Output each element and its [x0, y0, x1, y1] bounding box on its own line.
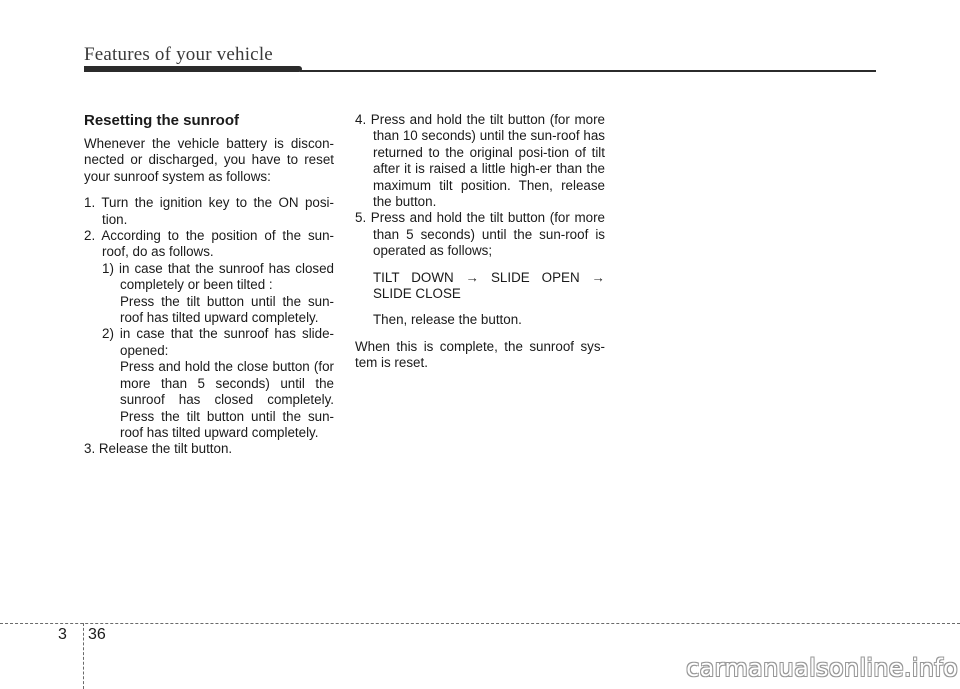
step-2: 2. According to the position of the sun-roof, do as follows.: [84, 228, 334, 260]
section-title: Features of your vehicle: [84, 44, 273, 65]
release-instruction: Then, release the button.: [373, 312, 522, 328]
step-2-case-2-text: Press and hold the close button (for more than 5 seconds) until the sunroof has closed completely. Press the tilt button until the sun-roof has tilted upward completely.: [120, 359, 334, 440]
heading-resetting-sunroof: Resetting the sunroof: [84, 112, 240, 129]
header-bar: [84, 66, 302, 72]
footer-vertical-divider: [83, 623, 84, 689]
step-2-case-1: 1) in case that the sunroof has closed completely or been tilted :: [102, 260, 334, 293]
watermark: carmanualsonline.info: [686, 654, 958, 682]
footer-divider: [0, 623, 960, 624]
step-3: 3. Release the tilt button.: [84, 441, 233, 457]
step-2-case-2: 2) in case that the sunroof has slide-opened:: [102, 326, 334, 358]
step-1: 1. Turn the ignition key to the ON posi-tion.: [84, 195, 334, 227]
operation-sequence: TILT DOWN → SLIDE OPEN → SLIDE CLOSE: [373, 269, 605, 302]
step-4: 4. Press and hold the tilt button (for more than 10 seconds) until the sun-roof has returned to the original posi-tion of tilt after it is raised a little high-er than the maximum tilt position. Then, release the button.: [355, 112, 605, 210]
chapter-number: 3: [58, 626, 67, 643]
conclusion-paragraph: When this is complete, the sunroof sys-tem is reset.: [355, 338, 605, 371]
intro-paragraph: Whenever the vehicle battery is discon-nected or discharged, you have to reset your sunroof system as follows:: [84, 136, 334, 184]
header-rule: [300, 70, 876, 72]
left-column: [84, 112, 334, 458]
right-column: [355, 112, 605, 372]
step-5: 5. Press and hold the tilt button (for more than 5 seconds) until the sun-roof is operated as follows;: [355, 210, 605, 259]
page-number: 36: [88, 626, 106, 643]
step-2-case-1-text: Press the tilt button until the sun-roof has tilted upward completely.: [120, 293, 334, 326]
